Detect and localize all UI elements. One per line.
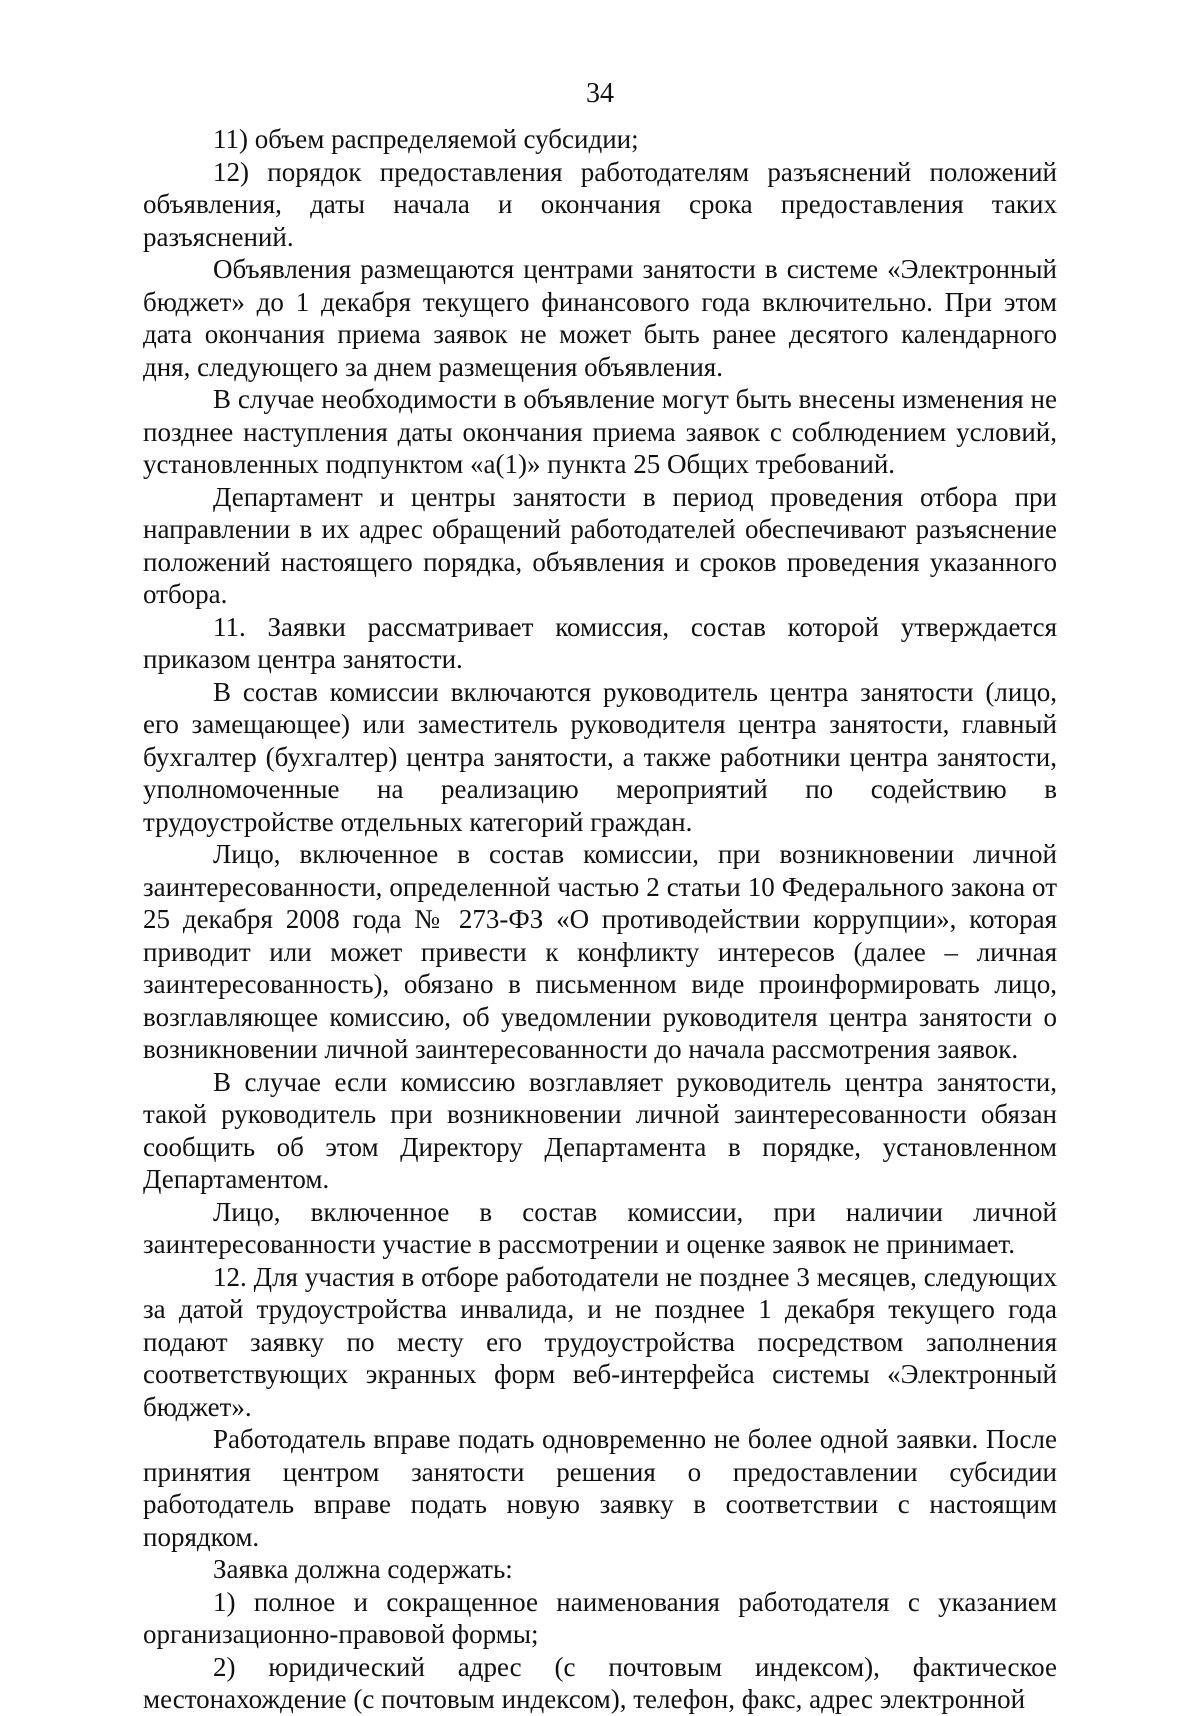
paragraph-announcement-placement: Объявления размещаются центрами занятости в системе «Электронный бюджет» до 1 декабря текущего финансового года включительно. При этом дата окончания приема заявок не может быть ранее десятого календарного дня, следующего за днем размещения объявления. [143, 254, 1057, 382]
page-number: 34 [586, 78, 614, 109]
paragraph-department-clarifications: Департамент и центры занятости в период проведения отбора при направлении в их адрес обращений работодателей обеспечивают разъяснение положений настоящего порядка, объявления и сроков проведения указанного отбора. [143, 481, 1057, 609]
paragraph-head-interest: В случае если комиссию возглавляет руководитель центра занятости, такой руководитель при возникновении личной заинтересованности обязан сообщить об этом Директору Департамента в порядке, установленном Департаментом. [143, 1066, 1057, 1194]
paragraph-commission-review: 11. Заявки рассматривает комиссия, состав которой утверждается приказом центра занятости. [143, 611, 1057, 674]
paragraph-member-recusal: Лицо, включенное в состав комиссии, при наличии личной заинтересованности участие в рассмотрении и оценке заявок не принимает. [143, 1196, 1057, 1259]
paragraph-announcement-changes: В случае необходимости в объявление могут быть внесены изменения не позднее наступления даты окончания приема заявок с соблюдением условий, установленных подпунктом «а(1)» пункта 25 Общих требований. [143, 384, 1057, 479]
paragraph-application-submission: 12. Для участия в отборе работодатели не позднее 3 месяцев, следующих за датой трудоустройства инвалида, и не позднее 1 декабря текущего года подают заявку по месту его трудоустройства посредством заполнения соответствующих экранных форм веб-интерфейса системы «Электронный бюджет». [143, 1261, 1057, 1422]
paragraph-single-application: Работодатель вправе подать одновременно не более одной заявки. После принятия центром занятости решения о предоставлении субсидии работодатель вправе подать новую заявку в соответствии с настоящим порядком. [143, 1424, 1057, 1552]
paragraph-application-contents: Заявка должна содержать: [213, 1554, 513, 1584]
document-body [143, 123, 1057, 1716]
paragraph-clarification-procedure: 12) порядок предоставления работодателям разъяснений положений объявления, даты начала и окончания срока предоставления таких разъяснений. [143, 156, 1057, 252]
paragraph-employer-address: 2) юридический адрес (с почтовым индексом), фактическое местонахождение (с почтовым индексом), телефон, факс, адрес электронной [143, 1651, 1057, 1714]
paragraph-employer-name: 1) полное и сокращенное наименования работодателя с указанием организационно-правовой формы; [143, 1586, 1057, 1649]
paragraph-personal-interest: Лицо, включенное в состав комиссии, при возникновении личной заинтересованности, определенной частью 2 статьи 10 Федерального закона от 25 декабря 2008 года № 273-ФЗ «О противодействии коррупции», которая приводит или может привести к конфликту интересов (далее – личная заинтересованность), обязано в письменном виде проинформировать лицо, возглавляющее комиссию, об уведомлении руководителя центра занятости о возникновении личной заинтересованности до начала рассмотрения заявок. [143, 839, 1057, 1064]
paragraph-subsidy-volume: 11) объем распределяемой субсидии; [213, 124, 639, 154]
paragraph-commission-composition: В состав комиссии включаются руководитель центра занятости (лицо, его замещающее) или заместитель руководителя центра занятости, главный бухгалтер (бухгалтер) центра занятости, а также работники центра занятости, уполномоченные на реализацию мероприятий по содействию в трудоустройстве отдельных категорий граждан. [143, 676, 1057, 837]
